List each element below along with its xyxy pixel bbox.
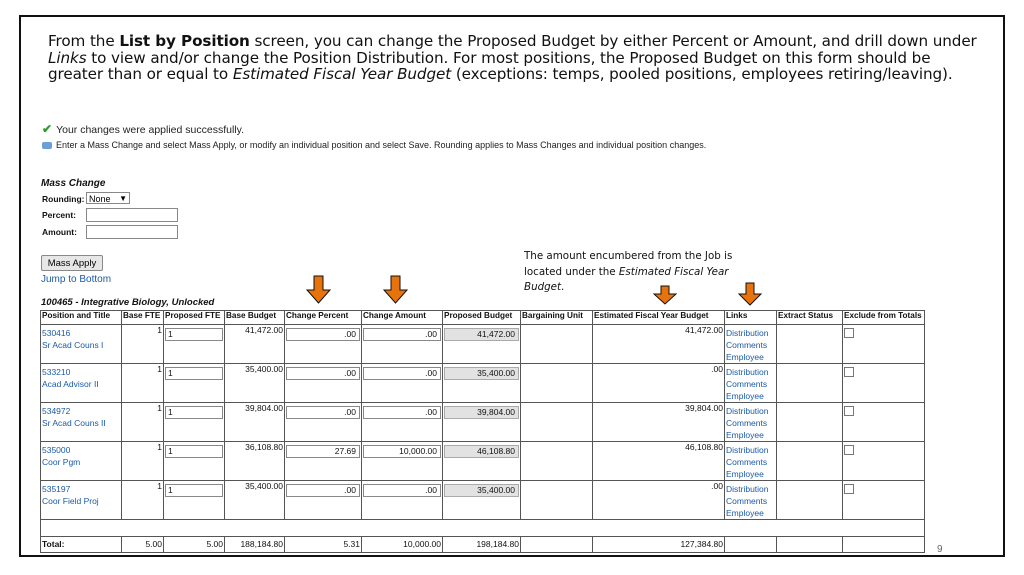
- exclude-checkbox[interactable]: [844, 406, 854, 416]
- proposed-fte-input[interactable]: 1: [165, 484, 223, 497]
- change-amount-input[interactable]: .00: [363, 484, 441, 497]
- proposed-budget-value: 46,108.80: [444, 445, 519, 458]
- chevron-down-icon: ▼: [119, 194, 127, 203]
- note-part: The amount encumbered from the Job is located under the: [524, 250, 733, 278]
- col-header[interactable]: Bargaining Unit: [521, 311, 593, 325]
- col-header[interactable]: Change Percent: [285, 311, 362, 325]
- intro-part: (exceptions: temps, pooled positions, employees retiring/leaving).: [451, 65, 953, 83]
- title-link[interactable]: Coor Field Proj: [42, 496, 99, 506]
- proposed-budget-cell: [443, 481, 521, 520]
- col-header[interactable]: Position and Title: [41, 311, 122, 325]
- bargaining-unit-cell: [521, 364, 593, 403]
- distribution-link[interactable]: Distribution: [726, 367, 769, 377]
- total-row: [41, 537, 925, 553]
- comments-link[interactable]: Comments: [726, 457, 768, 467]
- change-amount-cell: [362, 325, 443, 364]
- employee-link[interactable]: Employee: [726, 391, 764, 401]
- jump-to-bottom-link[interactable]: Jump to Bottom: [41, 274, 112, 285]
- proposed-fte-input[interactable]: 1: [165, 445, 223, 458]
- comments-link[interactable]: Comments: [726, 418, 768, 428]
- change-amount-cell: [362, 403, 443, 442]
- col-header[interactable]: Estimated Fiscal Year Budget: [593, 311, 725, 325]
- proposed-budget-value: 35,400.00: [444, 484, 519, 497]
- base-budget-cell: 41,472.00: [225, 325, 285, 364]
- change-percent-input[interactable]: .00: [286, 367, 360, 380]
- exclude-checkbox[interactable]: [844, 328, 854, 338]
- intro-part: to view and/or change the Position Distribution. For most positions, the Proposed Budget on this form should be greater than or equal to: [48, 48, 931, 83]
- bargaining-unit-cell: [521, 403, 593, 442]
- total-empty: [777, 537, 843, 553]
- total-base-budget: 188,184.80: [225, 537, 285, 553]
- intro-italic: Links: [48, 48, 87, 67]
- employee-link[interactable]: Employee: [726, 508, 764, 518]
- est-fy-budget-cell: 46,108.80: [593, 442, 725, 481]
- distribution-link[interactable]: Distribution: [726, 484, 769, 494]
- col-header[interactable]: Base Budget: [225, 311, 285, 325]
- change-amount-cell: [362, 442, 443, 481]
- table-row: [41, 481, 925, 520]
- arrow-down-icon: [307, 276, 330, 303]
- bargaining-unit-cell: [521, 325, 593, 364]
- total-empty: [521, 537, 593, 553]
- links-cell: [725, 403, 777, 442]
- extract-status-cell: [777, 364, 843, 403]
- extract-status-cell: [777, 481, 843, 520]
- amount-label: Amount:: [42, 227, 77, 237]
- note-italic: Estimated Fiscal Year Budget: [524, 265, 729, 293]
- base-budget-cell: 35,400.00: [225, 481, 285, 520]
- extract-status-cell: [777, 403, 843, 442]
- total-change-percent: 5.31: [285, 537, 362, 553]
- exclude-checkbox[interactable]: [844, 445, 854, 455]
- success-text: Your changes were applied successfully.: [56, 124, 245, 136]
- total-empty: [843, 537, 925, 553]
- est-fy-budget-cell: .00: [593, 481, 725, 520]
- change-amount-input[interactable]: .00: [363, 367, 441, 380]
- table-row: [41, 403, 925, 442]
- position-cell: [41, 403, 122, 442]
- change-percent-cell: [285, 364, 362, 403]
- mass-apply-button[interactable]: Mass Apply: [41, 255, 103, 271]
- comments-link[interactable]: Comments: [726, 379, 768, 389]
- note-part: .: [561, 281, 565, 293]
- arrow-down-icon: [739, 283, 761, 305]
- org-unit-title: 100465 - Integrative Biology, Unlocked: [41, 297, 215, 308]
- base-fte-cell: 1: [122, 442, 164, 481]
- position-table: [40, 310, 925, 553]
- spacer-cell: [41, 520, 925, 537]
- base-fte-cell: 1: [122, 481, 164, 520]
- position-cell: [41, 442, 122, 481]
- links-cell: [725, 442, 777, 481]
- position-cell: [41, 325, 122, 364]
- rounding-value: None: [89, 194, 111, 204]
- exclude-cell: [843, 364, 925, 403]
- change-percent-cell: [285, 325, 362, 364]
- change-amount-cell: [362, 364, 443, 403]
- base-budget-cell: 36,108.80: [225, 442, 285, 481]
- comments-link[interactable]: Comments: [726, 340, 768, 350]
- links-cell: [725, 364, 777, 403]
- exclude-checkbox[interactable]: [844, 367, 854, 377]
- change-amount-cell: [362, 481, 443, 520]
- proposed-budget-cell: [443, 442, 521, 481]
- extract-status-cell: [777, 325, 843, 364]
- base-budget-cell: 39,804.00: [225, 403, 285, 442]
- change-percent-input[interactable]: 27.69: [286, 445, 360, 458]
- position-link[interactable]: 530416: [42, 328, 71, 338]
- position-link[interactable]: 535197: [42, 484, 71, 494]
- position-link[interactable]: 535000: [42, 445, 71, 455]
- arrow-down-icon: [384, 276, 407, 303]
- base-budget-cell: 35,400.00: [225, 364, 285, 403]
- page-number: 9: [937, 544, 943, 555]
- total-label: Total:: [41, 537, 122, 553]
- proposed-fte-cell: [164, 325, 225, 364]
- proposed-budget-value: 41,472.00: [444, 328, 519, 341]
- employee-link[interactable]: Employee: [726, 352, 764, 362]
- intro-italic: Estimated Fiscal Year Budget: [232, 65, 452, 83]
- total-proposed-fte: 5.00: [164, 537, 225, 553]
- mass-change-title: Mass Change: [41, 178, 106, 189]
- change-percent-cell: [285, 403, 362, 442]
- col-header[interactable]: Proposed Budget: [443, 311, 521, 325]
- employee-link[interactable]: Employee: [726, 430, 764, 440]
- change-percent-cell: [285, 481, 362, 520]
- links-cell: [725, 481, 777, 520]
- exclude-cell: [843, 325, 925, 364]
- comments-link[interactable]: Comments: [726, 496, 768, 506]
- position-link[interactable]: 533210: [42, 367, 71, 377]
- position-cell: [41, 481, 122, 520]
- checkmark-icon: ✔: [42, 122, 53, 136]
- table-row: [41, 364, 925, 403]
- col-header[interactable]: Base FTE: [122, 311, 164, 325]
- title-link[interactable]: Sr Acad Couns II: [42, 418, 106, 428]
- title-link[interactable]: Coor Pgm: [42, 457, 81, 467]
- proposed-fte-cell: [164, 403, 225, 442]
- proposed-budget-cell: [443, 403, 521, 442]
- distribution-link[interactable]: Distribution: [726, 406, 769, 416]
- proposed-budget-value: 39,804.00: [444, 406, 519, 419]
- proposed-fte-input[interactable]: 1: [165, 367, 223, 380]
- intro-part: screen, you can change the Proposed Budget by either Percent or Amount, and drill down under: [249, 32, 977, 50]
- est-fy-budget-cell: .00: [593, 364, 725, 403]
- position-link[interactable]: 534972: [42, 406, 71, 416]
- arrow-down-icon: [654, 286, 676, 304]
- col-header[interactable]: Extract Status: [777, 311, 843, 325]
- proposed-budget-cell: [443, 364, 521, 403]
- change-percent-input[interactable]: .00: [286, 406, 360, 419]
- change-amount-input[interactable]: 10,000.00: [363, 445, 441, 458]
- exclude-cell: [843, 481, 925, 520]
- change-percent-input[interactable]: .00: [286, 484, 360, 497]
- bargaining-unit-cell: [521, 481, 593, 520]
- change-amount-input[interactable]: .00: [363, 406, 441, 419]
- bargaining-unit-cell: [521, 442, 593, 481]
- intro-part: From the: [48, 32, 120, 50]
- col-header[interactable]: Links: [725, 311, 777, 325]
- exclude-cell: [843, 442, 925, 481]
- links-cell: [725, 325, 777, 364]
- proposed-fte-input[interactable]: 1: [165, 406, 223, 419]
- intro-bold: List by Position: [119, 32, 250, 50]
- col-header[interactable]: Change Amount: [362, 311, 443, 325]
- proposed-fte-cell: [164, 442, 225, 481]
- extract-status-cell: [777, 442, 843, 481]
- distribution-link[interactable]: Distribution: [726, 328, 769, 338]
- est-fy-budget-cell: 41,472.00: [593, 325, 725, 364]
- distribution-link[interactable]: Distribution: [726, 445, 769, 455]
- col-header[interactable]: Proposed FTE: [164, 311, 225, 325]
- change-amount-input[interactable]: .00: [363, 328, 441, 341]
- proposed-fte-cell: [164, 481, 225, 520]
- title-link[interactable]: Sr Acad Couns I: [42, 340, 104, 350]
- total-fte: 5.00: [122, 537, 164, 553]
- proposed-budget-value: 35,400.00: [444, 367, 519, 380]
- exclude-cell: [843, 403, 925, 442]
- col-header[interactable]: Exclude from Totals: [843, 311, 925, 325]
- proposed-fte-cell: [164, 364, 225, 403]
- employee-link[interactable]: Employee: [726, 469, 764, 479]
- proposed-budget-cell: [443, 325, 521, 364]
- total-empty: [725, 537, 777, 553]
- change-percent-input[interactable]: .00: [286, 328, 360, 341]
- table-header-row: [41, 311, 925, 325]
- position-cell: [41, 364, 122, 403]
- info-text: Enter a Mass Change and select Mass Apply, or modify an individual position and select Save. Rounding applies to Mass Changes and individual position changes.: [56, 140, 707, 150]
- total-est-fy-budget: 127,384.80: [593, 537, 725, 553]
- title-link[interactable]: Acad Advisor II: [42, 379, 99, 389]
- table-spacer-row: [41, 520, 925, 537]
- exclude-checkbox[interactable]: [844, 484, 854, 494]
- table-row: [41, 325, 925, 364]
- base-fte-cell: 1: [122, 364, 164, 403]
- base-fte-cell: 1: [122, 403, 164, 442]
- total-change-amount: 10,000.00: [362, 537, 443, 553]
- est-fy-budget-cell: 39,804.00: [593, 403, 725, 442]
- percent-label: Percent:: [42, 210, 77, 220]
- base-fte-cell: 1: [122, 325, 164, 364]
- table-row: [41, 442, 925, 481]
- proposed-fte-input[interactable]: 1: [165, 328, 223, 341]
- change-percent-cell: [285, 442, 362, 481]
- rounding-label: Rounding:: [42, 194, 85, 204]
- total-proposed-budget: 198,184.80: [443, 537, 521, 553]
